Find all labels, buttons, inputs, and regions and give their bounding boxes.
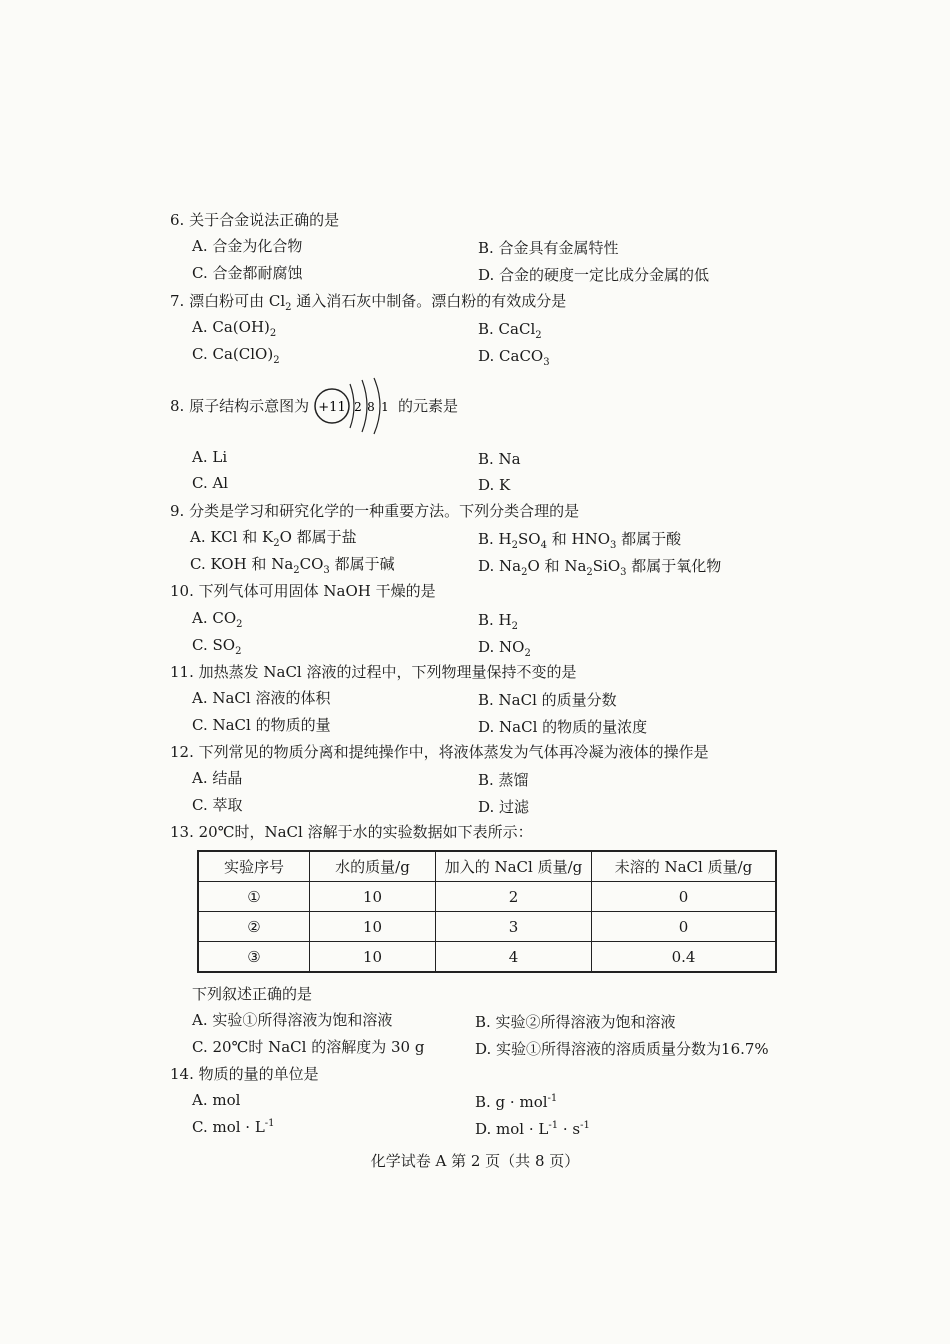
q11-option-c[interactable]: C. NaCl 的物质的量 [192,716,331,734]
q6-option-d[interactable]: D. 合金的硬度一定比成分金属的低 [478,266,710,284]
page-footer: 化学试卷 A 第 2 页（共 8 页） [370,1152,580,1170]
table-cell: 4 [436,942,592,973]
q9-option-a[interactable]: A. KCl 和 $K_2O$ 都属于盐 [190,528,357,549]
table-cell: 10 [310,882,436,912]
q14-option-a[interactable]: A. mol [192,1091,241,1109]
q7-stem: 7. 漂白粉可由 $Cl_2$ 通入消石灰中制备。漂白粉的有效成分是 [170,292,567,313]
q7-option-a[interactable]: A. $Ca(OH)_2$ [192,318,277,339]
table-cell: 3 [436,912,592,942]
q14-stem: 14. 物质的量的单位是 [170,1065,319,1083]
table-header: 加入的 NaCl 质量/g [436,851,592,882]
table-cell: ③ [198,942,310,973]
q13-option-a[interactable]: A. 实验①所得溶液为饱和溶液 [192,1011,393,1029]
q14-option-b[interactable]: B. g · mol$^{-1}$ [475,1093,558,1111]
q8-option-b[interactable]: B. Na [478,450,521,468]
q14-option-d[interactable]: D. mol · $L^{-1} \cdot s^{-1}$ [475,1120,590,1138]
q12-option-c[interactable]: C. 萃取 [192,796,243,814]
q8-stem-post: 的元素是 [398,397,459,415]
q10-option-d[interactable]: D. $NO_2$ [478,638,531,659]
table-cell: 10 [310,912,436,942]
q6-stem: 6. 关于合金说法正确的是 [170,211,340,229]
q13-option-c[interactable]: C. 20℃时 NaCl 的溶解度为 30 g [192,1038,425,1056]
q6-option-c[interactable]: C. 合金都耐腐蚀 [192,264,303,282]
table-header: 未溶的 NaCl 质量/g [592,851,777,882]
table-row [198,882,776,912]
q13-lead: 下列叙述正确的是 [192,985,313,1003]
table-row [198,912,776,942]
table-header: 实验序号 [198,851,310,882]
table-cell: 0 [592,882,777,912]
q9-option-b[interactable]: B. $H_2SO_4$ 和 $HNO_3$ 都属于酸 [478,530,682,551]
q8-stem-pre: 8. 原子结构示意图为 [170,397,310,415]
q13-stem: 13. 20℃时，NaCl 溶解于水的实验数据如下表所示： [170,823,533,841]
q11-option-a[interactable]: A. NaCl 溶液的体积 [192,689,331,707]
table-header: 水的质量/g [310,851,436,882]
q7-option-d[interactable]: D. CaCO$_3$ [478,347,550,368]
q10-stem: 10. 下列气体可用固体 NaOH 干燥的是 [170,582,436,600]
q11-option-d[interactable]: D. NaCl 的物质的量浓度 [478,718,648,736]
q12-option-d[interactable]: D. 过滤 [478,798,530,816]
q10-option-b[interactable]: B. $H_2$ [478,611,519,632]
q10-option-c[interactable]: C. $SO_2$ [192,636,242,657]
table-cell: 2 [436,882,592,912]
table-row [198,942,776,973]
q10-option-a[interactable]: A. $CO_2$ [192,609,243,630]
q14-option-c[interactable]: C. mol · $L^{-1}$ [192,1118,275,1136]
table-cell: ② [198,912,310,942]
electron-shell-3: 1 [381,400,389,414]
electron-shell-1: 2 [354,400,362,414]
q12-option-a[interactable]: A. 结晶 [192,769,243,787]
q12-stem: 12. 下列常见的物质分离和提纯操作中，将液体蒸发为气体再冷凝为液体的操作是 [170,743,709,761]
nucleus-charge: +11 [318,400,346,415]
q7-option-c[interactable]: C. $Ca(ClO)_2$ [192,345,280,366]
q6-option-b[interactable]: B. 合金具有金属特性 [478,239,619,257]
experiment-data-table [197,850,777,973]
electron-shell-2: 8 [367,400,375,414]
q6-option-a[interactable]: A. 合金为化合物 [192,237,303,255]
q9-option-d[interactable]: D. $Na_2O$ 和 $Na_2SiO_3$ 都属于氧化物 [478,557,722,578]
table-header-row [198,851,776,882]
q9-option-c[interactable]: C. KOH 和 $Na_2CO_3$ 都属于碱 [190,555,395,576]
q11-stem: 11. 加热蒸发 NaCl 溶液的过程中，下列物理量保持不变的是 [170,663,577,681]
atom-structure-diagram [312,376,402,436]
q8-option-d[interactable]: D. K [478,476,511,494]
q11-option-b[interactable]: B. NaCl 的质量分数 [478,691,617,709]
table-cell: 10 [310,942,436,973]
q13-option-d[interactable]: D. 实验①所得溶液的溶质质量分数为16.7% [475,1040,769,1058]
table-cell: 0 [592,912,777,942]
q13-option-b[interactable]: B. 实验②所得溶液为饱和溶液 [475,1013,676,1031]
q8-option-a[interactable]: A. Li [192,448,228,466]
q7-option-b[interactable]: B. CaCl$_2$ [478,320,542,341]
table-cell: ① [198,882,310,912]
q9-stem: 9. 分类是学习和研究化学的一种重要方法。下列分类合理的是 [170,502,580,520]
q8-option-c[interactable]: C. Al [192,474,229,492]
q12-option-b[interactable]: B. 蒸馏 [478,771,529,789]
table-cell: 0.4 [592,942,777,973]
